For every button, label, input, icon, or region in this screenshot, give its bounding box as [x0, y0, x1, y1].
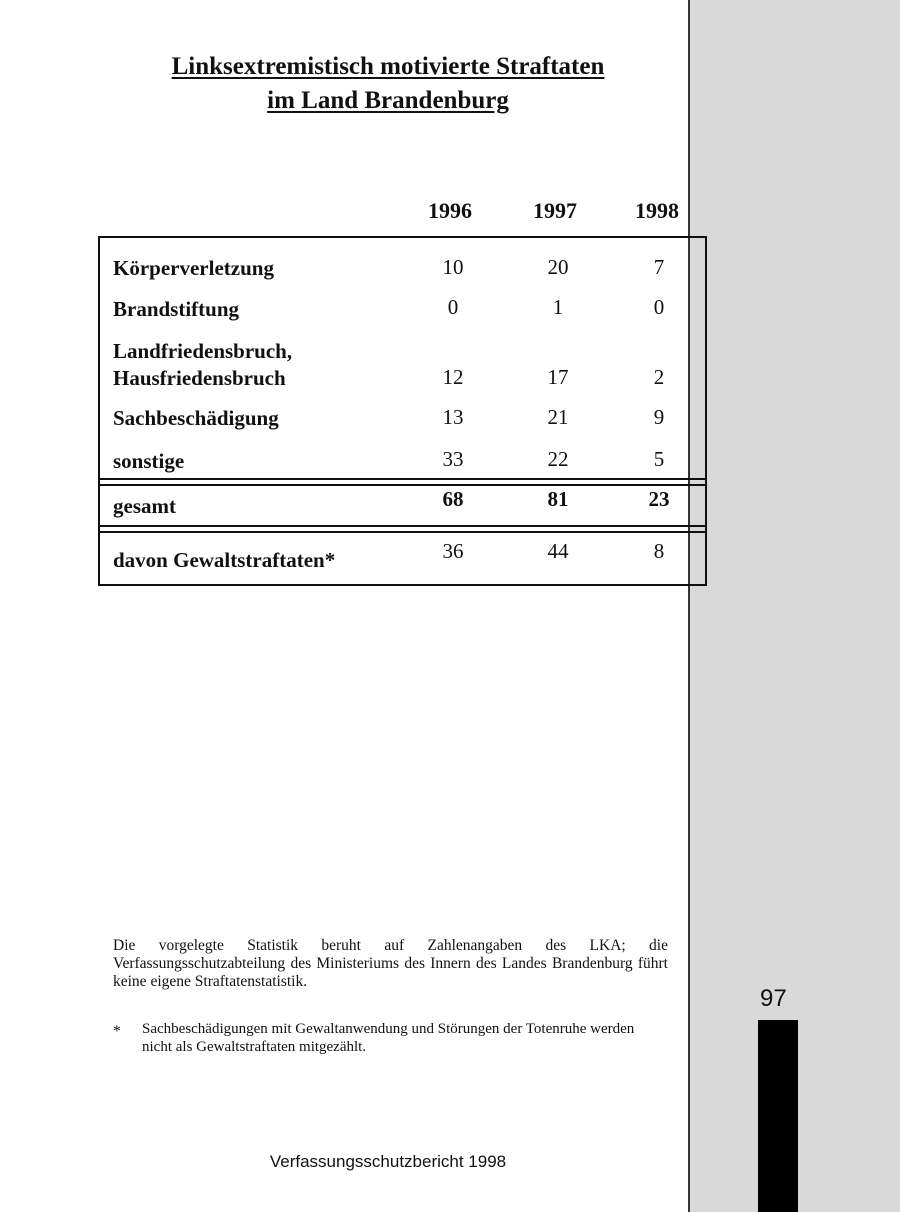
cell-value: 17	[547, 365, 569, 389]
cell-value: 2	[653, 365, 665, 389]
cell-value: 21	[547, 405, 569, 429]
cell-value: 36	[442, 539, 464, 563]
cell-value: 7	[653, 255, 665, 279]
page-footer: Verfassungsschutzbericht 1998	[269, 1152, 507, 1171]
cell-value: 22	[547, 447, 569, 471]
row-label-brandstiftung: Brandstiftung	[113, 297, 240, 321]
page-marker-bar	[758, 1020, 798, 1212]
cell-value: 10	[442, 255, 464, 279]
cell-value: 12	[442, 365, 464, 389]
page-title	[100, 50, 676, 118]
year-header-1998: 1998	[635, 198, 679, 223]
cell-value: 9	[653, 405, 665, 429]
cell-value: 0	[447, 295, 459, 319]
row-label-gewaltstraftaten: davon Gewaltstraftaten*	[113, 548, 336, 572]
total-value: 68	[442, 487, 464, 511]
cell-value: 1	[552, 295, 564, 319]
table-divider	[100, 478, 707, 480]
cell-value: 8	[653, 539, 665, 563]
title-line-2: im Land Brandenburg	[267, 87, 509, 114]
title-line-1: Linksextremistisch motivierte Straftaten	[171, 53, 605, 80]
row-label-sonstige: sonstige	[113, 449, 185, 473]
page-number: 97	[760, 985, 787, 1012]
total-value: 81	[547, 487, 569, 511]
year-header-1997: 1997	[533, 198, 577, 223]
table-divider	[100, 525, 707, 527]
cell-value: 13	[442, 405, 464, 429]
row-label-gesamt: gesamt	[113, 494, 176, 518]
row-label-landfriedensbruch: Landfriedensbruch,	[113, 339, 293, 363]
footnote-marker: *	[113, 1023, 121, 1040]
source-note: Die vorgelegte Statistik beruht auf Zahlenangaben des LKA; die Verfassungsschutzabteilung des Ministeriums des Innern des Landes Brandenburg führt keine eigene Straftatenstatistik.	[113, 937, 668, 990]
table-divider	[100, 484, 707, 486]
row-label-hausfriedensbruch: Hausfriedensbruch	[113, 366, 286, 390]
cell-value: 0	[653, 295, 665, 319]
year-header-1996: 1996	[428, 198, 472, 223]
cell-value: 33	[442, 447, 464, 471]
cell-value: 5	[653, 447, 665, 471]
cell-value: 20	[547, 255, 569, 279]
row-label-koerperverletzung: Körperverletzung	[113, 256, 274, 280]
total-value: 23	[648, 487, 670, 511]
row-label-sachbeschaedigung: Sachbeschädigung	[113, 406, 279, 430]
cell-value: 44	[547, 539, 569, 563]
footnote-text: Sachbeschädigungen mit Gewaltanwendung und Störungen der Totenruhe werden nicht als Gewaltstraftaten mitgezählt.	[142, 1021, 635, 1055]
table-divider	[100, 531, 707, 533]
